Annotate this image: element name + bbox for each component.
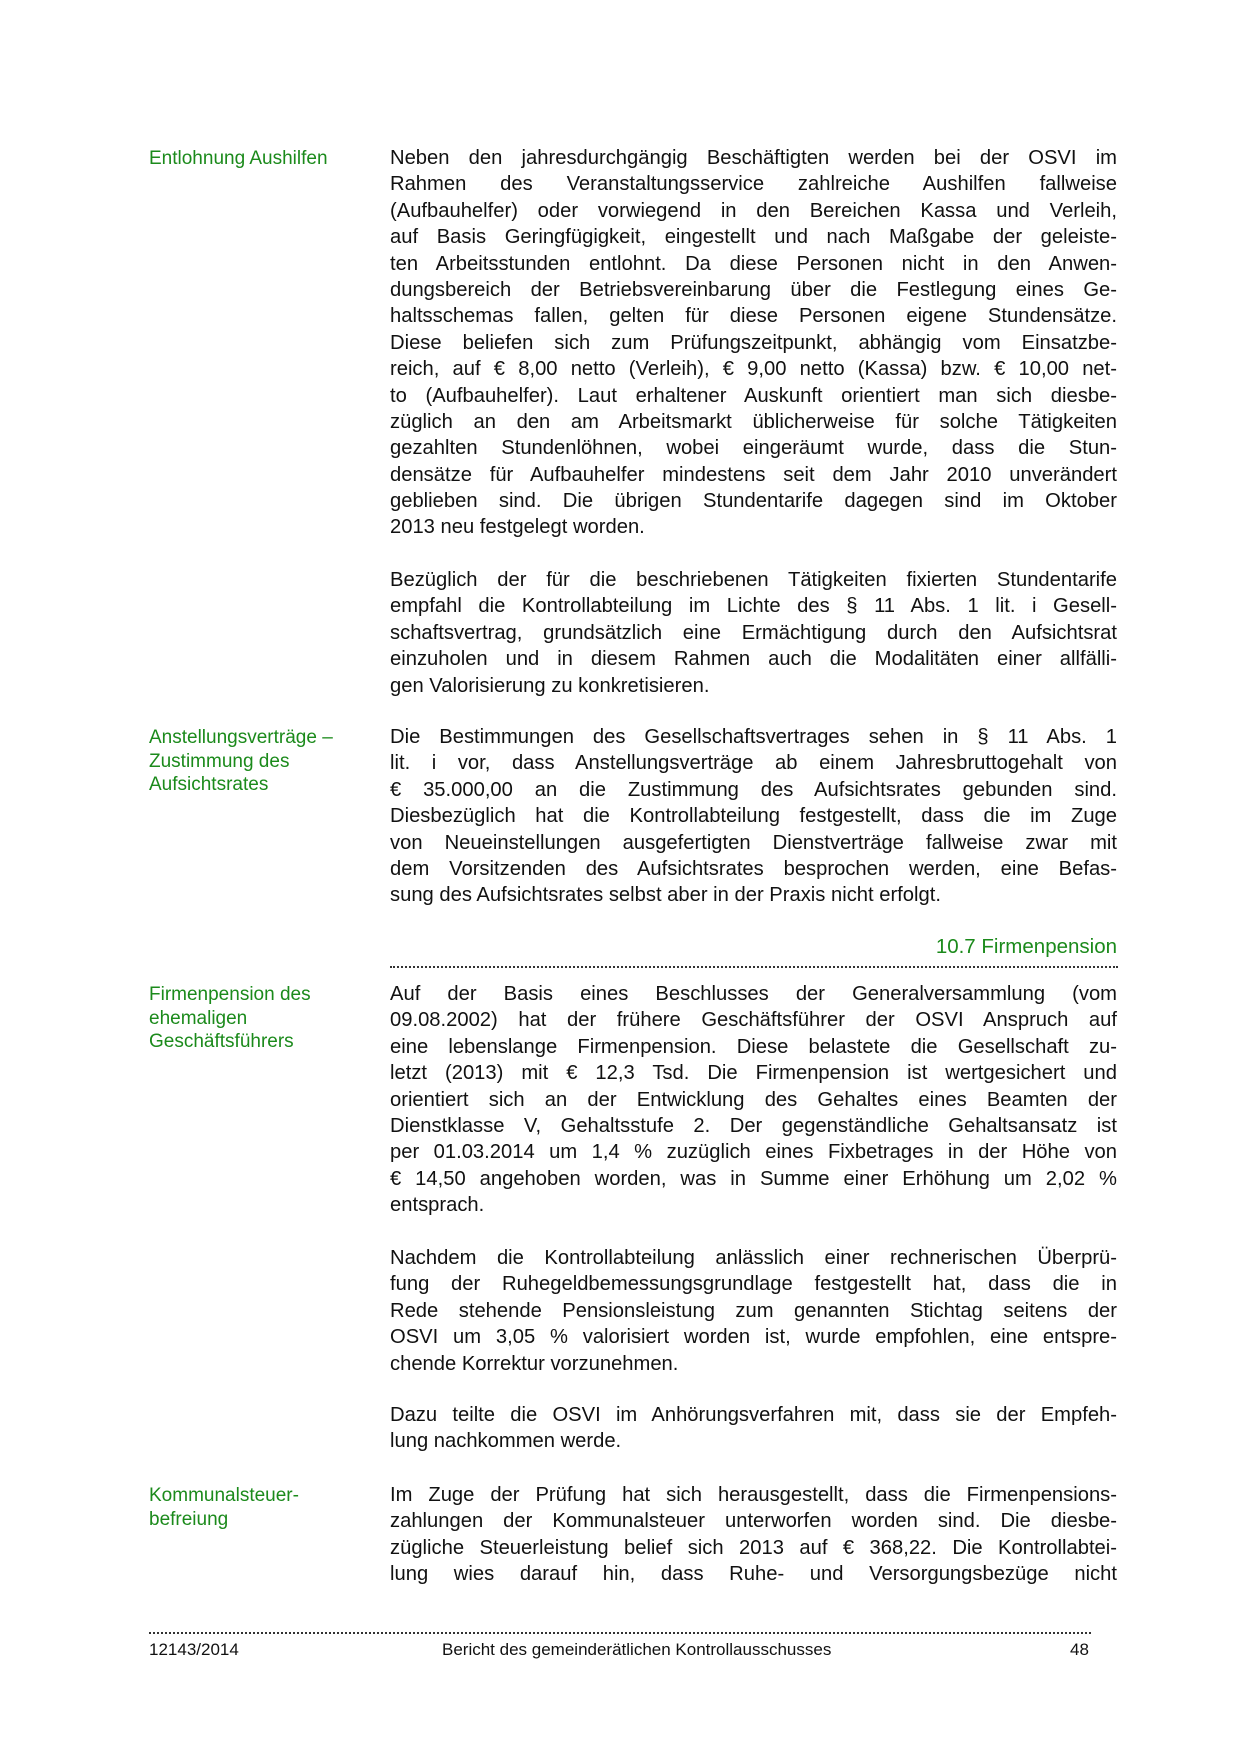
text-line: entsprach.: [390, 1194, 485, 1217]
text-line: züglich an den am Arbeitsmarkt üblicherweise für solche Tätigkeiten: [390, 410, 1117, 433]
text-line: Neben den jahresdurchgängig Beschäftigten werden bei der OSVI im: [390, 147, 1117, 169]
label-line: Anstellungsverträge –: [149, 727, 333, 748]
text-line: to (Aufbauhelfer). Laut erhaltener Auskunft orientiert man sich diesbe-: [390, 384, 1117, 407]
text-line: letzt (2013) mit € 12,3 Tsd. Die Firmenpension ist wertgesichert und: [390, 1062, 1117, 1085]
text-line: Diese beliefen sich zum Prüfungszeitpunkt, abhängig vom Einsatzbe-: [390, 331, 1117, 354]
paragraph-entlohnung-2: [390, 567, 1117, 699]
text-line: zahlungen der Kommunalsteuer unterworfen worden sind. Die diesbe-: [390, 1510, 1117, 1533]
text-line: lung wies darauf hin, dass Ruhe- und Versorgungsbezüge nicht: [390, 1563, 1117, 1586]
footer-divider: [149, 1632, 1091, 1634]
footer-doc-number: 12143/2014: [149, 1640, 239, 1659]
side-label-entlohnung-aushilfen: [149, 147, 359, 171]
text-line: € 14,50 angehoben worden, was in Summe einer Erhöhung um 2,02 %: [390, 1167, 1117, 1190]
text-line: dungsbereich der Betriebsvereinbarung über die Festlegung eines Ge-: [390, 278, 1117, 301]
paragraph-firmenpension-1: [390, 981, 1117, 1219]
text-line: per 01.03.2014 um 1,4 % zuzüglich eines Fixbetrages in der Höhe von: [390, 1141, 1117, 1164]
text-line: Dazu teilte die OSVI im Anhörungsverfahren mit, dass sie der Empfeh-: [390, 1404, 1117, 1426]
text-line: densätze für Aufbauhelfer mindestens seit dem Jahr 2010 unverändert: [390, 463, 1117, 486]
text-line: zügliche Steuerleistung belief sich 2013 auf € 368,22. Die Kontrollabtei-: [390, 1536, 1117, 1559]
text-line: haltsschemas fallen, gelten für diese Personen eigene Stundensätze.: [390, 305, 1117, 328]
footer-page-number: 48: [1070, 1640, 1089, 1659]
text-line: eine lebenslange Firmenpension. Diese belastete die Gesellschaft zu-: [390, 1035, 1117, 1058]
text-line: Auf der Basis eines Beschlusses der Generalversammlung (vom: [390, 983, 1117, 1005]
text-line: Nachdem die Kontrollabteilung anlässlich einer rechnerischen Überprü-: [390, 1247, 1117, 1269]
text-line: auf Basis Geringfügigkeit, eingestellt und nach Maßgabe der geleiste-: [390, 226, 1117, 249]
text-line: chende Korrektur vorzunehmen.: [390, 1352, 679, 1375]
text-line: € 35.000,00 an die Zustimmung des Aufsichtsrates gebunden sind.: [390, 778, 1117, 801]
text-line: Die Bestimmungen des Gesellschaftsvertrages sehen in § 11 Abs. 1: [390, 726, 1117, 748]
side-label-kommunalsteuer: [149, 1484, 359, 1531]
text-line: OSVI um 3,05 % valorisiert worden ist, wurde empfohlen, eine entspre-: [390, 1326, 1117, 1349]
paragraph-anstellungsvertraege: [390, 724, 1117, 909]
label-line: ehemaligen: [149, 1007, 248, 1029]
label-line: Firmenpension des: [149, 984, 311, 1005]
text-line: geblieben sind. Die übrigen Stundentarife dagegen sind im Oktober: [390, 490, 1117, 513]
text-line: reich, auf € 8,00 netto (Verleih), € 9,00 netto (Kassa) bzw. € 10,00 net-: [390, 358, 1117, 381]
label-line: Kommunalsteuer-: [149, 1485, 299, 1506]
text-line: Rahmen des Veranstaltungsservice zahlreiche Aushilfen fallweise: [390, 173, 1117, 196]
paragraph-entlohnung-1: [390, 145, 1117, 541]
text-line: (Aufbauhelfer) oder vorwiegend in den Bereichen Kassa und Verleih,: [390, 199, 1117, 222]
text-line: Dienstklasse V, Gehaltsstufe 2. Der gegenständliche Gehaltsansatz ist: [390, 1114, 1117, 1137]
side-label-firmenpension: [149, 983, 359, 1054]
label-line: Aufsichtsrates: [149, 774, 269, 795]
label-line: Zustimmung des: [149, 750, 290, 772]
text-line: gezahlten Stundenlöhnen, wobei eingeräumt wurde, dass die Stun-: [390, 437, 1117, 460]
text-line: von Neueinstellungen ausgefertigten Dienstverträge fallweise zwar mit: [390, 831, 1117, 854]
text-line: gen Valorisierung zu konkretisieren.: [390, 674, 710, 697]
text-line: 09.08.2002) hat der frühere Geschäftsführer der OSVI Anspruch auf: [390, 1009, 1117, 1032]
side-label-anstellungsvertraege: [149, 726, 359, 797]
paragraph-kommunalsteuer: [390, 1482, 1117, 1588]
text-line: ten Arbeitsstunden entlohnt. Da diese Personen nicht in den Anwen-: [390, 252, 1117, 275]
text-line: Rede stehende Pensionsleistung zum genannten Stichtag seitens der: [390, 1299, 1117, 1322]
heading-divider: [390, 966, 1118, 968]
text-line: lit. i vor, dass Anstellungsverträge ab einem Jahresbruttogehalt von: [390, 752, 1117, 775]
text-line: 2013 neu festgelegt worden.: [390, 516, 645, 539]
text-line: sung des Aufsichtsrates selbst aber in der Praxis nicht erfolgt.: [390, 884, 941, 907]
text-line: schaftsvertrag, grundsätzlich eine Ermächtigung durch den Aufsichtsrat: [390, 621, 1117, 644]
label-line: Entlohnung Aushilfen: [149, 148, 328, 169]
text-line: Im Zuge der Prüfung hat sich herausgestellt, dass die Firmenpensions-: [390, 1484, 1117, 1506]
paragraph-firmenpension-2: [390, 1245, 1117, 1377]
label-line: befreiung: [149, 1508, 229, 1530]
section-heading: 10.7 Firmenpension: [935, 935, 1117, 958]
text-line: einzuholen und in diesem Rahmen auch die Modalitäten einer allfälli-: [390, 648, 1117, 671]
text-line: empfahl die Kontrollabteilung im Lichte des § 11 Abs. 1 lit. i Gesell-: [390, 595, 1117, 618]
text-line: lung nachkommen werde.: [390, 1430, 622, 1453]
label-line: Geschäftsführers: [149, 1031, 294, 1052]
text-line: dem Vorsitzenden des Aufsichtsrates besprochen werden, eine Befas-: [390, 857, 1117, 880]
text-line: Diesbezüglich hat die Kontrollabteilung festgestellt, dass die im Zuge: [390, 805, 1117, 828]
paragraph-firmenpension-3: [390, 1402, 1117, 1455]
text-line: Bezüglich der für die beschriebenen Tätigkeiten fixierten Stundentarife: [390, 569, 1117, 591]
footer-title: Bericht des gemeinderätlichen Kontrollausschusses: [442, 1640, 832, 1659]
text-line: orientiert sich an der Entwicklung des Gehaltes eines Beamten der: [390, 1088, 1117, 1111]
text-line: fung der Ruhegeldbemessungsgrundlage festgestellt hat, dass die in: [390, 1273, 1117, 1296]
